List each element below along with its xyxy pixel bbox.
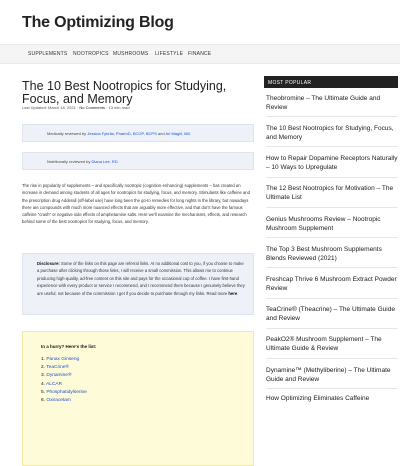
intro-paragraph: The rise in popularity of supplements – and specifically nootropic (cognition-enhancing) supplements – has created an increase in demand among students of all ages for nootropics for studying, focus, and memory. Stimulants like caffeine and the prescription drug Adderall (off-label use) have long been the go-to remedies for long nights in the library, but nowadays there are compounds with much more nuanced effects that are arguably more effective, and that don't have the famous caffeine "crash" or negative side effects of amphetamine salts. Here we'll examine the mechanisms, effects, and research behind some of the best nootropics for studying, focus, and memory.	[22, 183, 250, 225]
list-item[interactable]: 2. TeaCrine®	[41, 365, 69, 371]
disclosure-body: Some of the links on this page are referral links. At no additional cost to you, if you choose to make a purchase after clicking through those links, I will receive a small commission. This allows me to continue producing high-quality, ad-free content on this site and pays for the occasional cup of coffee. I have first-hand experience with every product or service I recommend, and I recommend them because I genuinely believe they are useful, not because of the commission I get if you decide to purchase through my links. Read more	[37, 261, 245, 296]
sidebar-divider	[266, 207, 398, 208]
sidebar-item-caffeine[interactable]: How Optimizing Eliminates Caffeine	[266, 395, 370, 402]
medical-review-and: and	[156, 131, 166, 136]
sidebar-item-theobromine[interactable]: Theobromine – The Ultimate Guide and Review	[266, 95, 381, 111]
disclosure-label: Disclosure:	[37, 261, 60, 266]
quick-list	[41, 356, 87, 405]
sidebar-item-mushroom-blends[interactable]: The Top 3 Best Mushroom Supplements Blends Reviewed (2021)	[266, 246, 382, 262]
sidebar-item-freshcap[interactable]: Freshcap Thrive 6 Mushroom Extract Powder Review	[266, 276, 397, 292]
list-item-label[interactable]: Oxiracetam	[46, 398, 71, 404]
quick-list-heading: In a hurry? Here's the list:	[41, 344, 97, 349]
sidebar-item-dopamine-receptors[interactable]: How to Repair Dopamine Receptors Naturally – 10 Ways to Upregulate	[266, 155, 398, 171]
sidebar-item-nootropics-studying[interactable]: The 10 Best Nootropics for Studying, Focus, and Memory	[266, 125, 394, 141]
list-item-label[interactable]: ALCAR	[46, 381, 63, 387]
sidebar-divider	[266, 116, 398, 117]
nutrition-review-prefix: Nutritionally reviewed by	[47, 159, 92, 164]
list-item-label[interactable]: Phosphatidylserine	[46, 389, 87, 395]
main-nav	[0, 44, 400, 64]
nutrition-reviewer-link[interactable]: Diana Lee, RD	[91, 159, 118, 164]
nutrition-review-text	[47, 159, 118, 164]
sidebar	[262, 66, 400, 400]
sidebar-divider	[266, 146, 398, 147]
nav-item-finance[interactable]: FINANCE	[188, 51, 212, 57]
sidebar-divider	[266, 237, 398, 238]
sidebar-divider	[266, 267, 398, 268]
sidebar-heading-label: MOST POPULAR	[268, 79, 312, 86]
disclosure-link[interactable]: here	[228, 290, 238, 296]
medical-reviewer-link[interactable]: Jessica Fyhrlia, PharmD, BCGP, BCPS	[87, 131, 157, 136]
sidebar-item-nootropics-motivation[interactable]: The 12 Best Nootropics for Motivation – The Ultimate List	[266, 185, 394, 201]
disclosure-end: .	[237, 290, 239, 296]
list-item-label[interactable]: TeaCrine®	[46, 365, 69, 371]
nutrition-review-box	[22, 152, 254, 170]
medical-reviewer-link-2[interactable]: Ari Magill, MD	[165, 131, 191, 136]
sidebar-item-peako2[interactable]: PeakO2® Mushroom Supplement – The Ultimate Guide & Review	[266, 336, 382, 352]
sidebar-item-dynamine[interactable]: Dynamine™ (Methyliberine) – The Ultimate Guide and Review	[266, 367, 391, 383]
post-meta-updated: Last Updated: March 18, 2021 ·	[22, 105, 80, 110]
comments-link[interactable]: No Comments	[79, 105, 105, 110]
sidebar-divider	[266, 388, 398, 389]
sidebar-item-teacrine[interactable]: TeaCrine® (Theacrine) – The Ultimate Guide and Review	[266, 306, 395, 322]
site-header	[0, 0, 400, 44]
sidebar-item-genius-mushrooms[interactable]: Genius Mushrooms Review – Nootropic Mushroom Supplement	[266, 216, 381, 232]
list-item[interactable]: 3. Dynamine®	[41, 373, 72, 379]
list-item[interactable]: 1. Panax Ginseng	[41, 357, 80, 362]
list-item[interactable]: 5. Phosphatidylserine	[41, 389, 87, 395]
sidebar-divider	[266, 358, 398, 359]
read-time: · 13 min read	[104, 105, 130, 110]
main-content	[14, 66, 260, 404]
nav-item-nootropics[interactable]: NOOTROPICS	[73, 51, 109, 57]
post-title: The 10 Best Nootropics for Studying, Focus, and Memory	[22, 79, 227, 106]
disclosure-text	[37, 260, 245, 297]
disclosure-box	[22, 253, 254, 315]
medical-review-box	[22, 124, 254, 142]
list-item-label[interactable]: Dynamine®	[46, 373, 72, 379]
list-item-label[interactable]: Panax Ginseng	[46, 357, 80, 362]
site-title[interactable]: The Optimizing Blog	[22, 14, 174, 31]
nav-item-lifestyle[interactable]: LIFESTYLE	[155, 51, 184, 57]
sidebar-divider	[266, 328, 398, 329]
quick-list-box	[22, 331, 254, 466]
post-meta	[22, 105, 262, 110]
list-item[interactable]: 6. Oxiracetam	[41, 398, 71, 404]
nav-item-supplements[interactable]: SUPPLEMENTS	[28, 51, 68, 57]
sidebar-divider	[266, 298, 398, 299]
nav-item-mushrooms[interactable]: MUSHROOMS	[113, 51, 149, 57]
medical-review-prefix: Medically reviewed by	[47, 131, 88, 136]
medical-review-text	[47, 131, 190, 136]
sidebar-heading	[264, 76, 398, 88]
sidebar-divider	[266, 177, 398, 178]
list-item[interactable]: 4. ALCAR	[41, 381, 63, 387]
